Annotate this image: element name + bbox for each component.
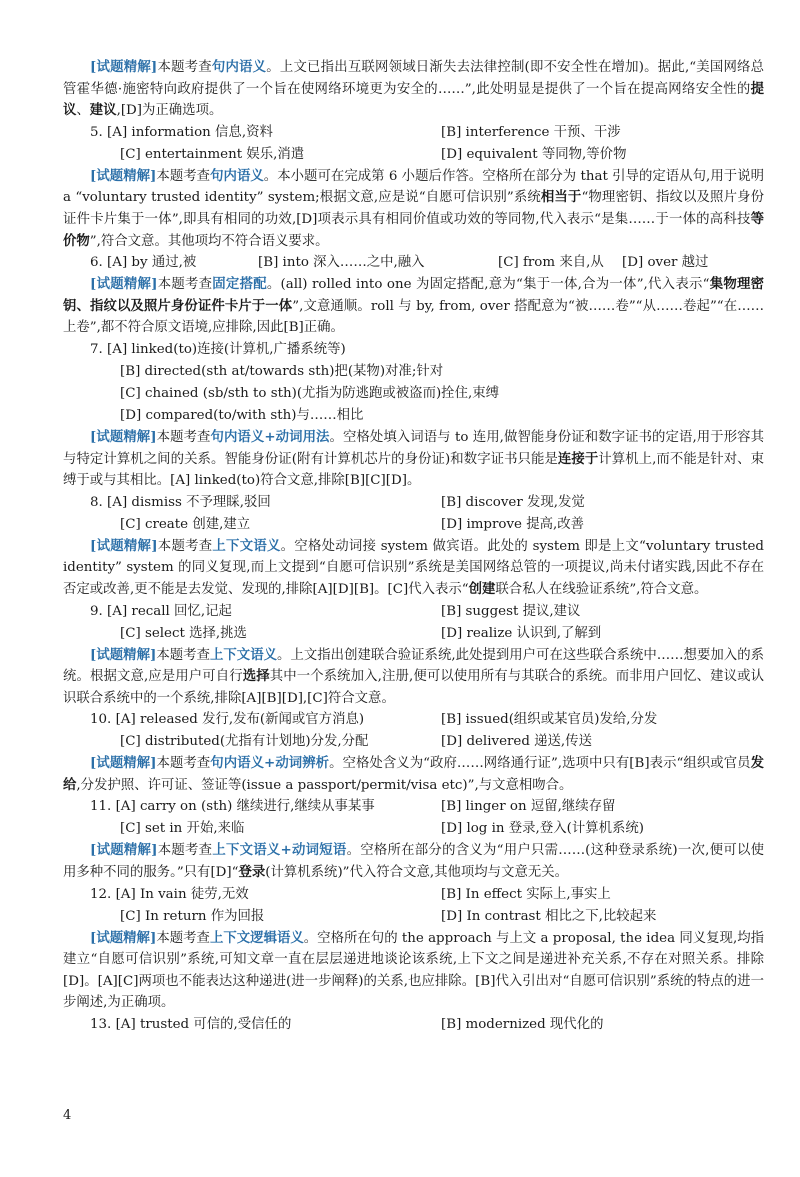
question-13-options xyxy=(63,1014,764,1036)
question-7-options xyxy=(63,339,764,427)
page-number: 4 xyxy=(63,1108,72,1123)
question-number: 7. xyxy=(90,341,103,357)
option-a: [A] trusted 可信的,受信任的 xyxy=(115,1017,292,1033)
question-11-options xyxy=(63,796,764,840)
explanation-tag: [试题精解] xyxy=(90,842,158,859)
question-12-options xyxy=(63,884,764,928)
option-b: [B] In effect 实际上,事实上 xyxy=(441,886,611,902)
option-a: [A] recall 回忆,记起 xyxy=(107,603,232,619)
question-number: 12. xyxy=(90,886,112,902)
explanation-tag: [试题精解] xyxy=(90,428,157,445)
option-c: [C] entertainment 娱乐,消遣 xyxy=(120,146,305,162)
option-b: [B] modernized 现代化的 xyxy=(441,1017,604,1033)
explanation-tag: [试题精解] xyxy=(90,537,158,554)
question-number: 11. xyxy=(90,799,112,815)
test-point: 句内语义+动词辨析 xyxy=(210,755,330,772)
explanation-tag: [试题精解] xyxy=(90,929,157,946)
test-point: 句内语义 xyxy=(210,167,264,184)
question-10-options xyxy=(63,709,764,753)
test-point: 上下文语义+动词短语 xyxy=(212,842,347,859)
question-8-options xyxy=(63,492,764,536)
option-d: [D] improve 提高,改善 xyxy=(441,516,585,532)
test-point: 上下文逻辑语义 xyxy=(209,929,304,946)
option-d: [D] realize 认识到,了解到 xyxy=(441,625,602,641)
option-c: [C] from 来自,从 xyxy=(498,255,604,271)
option-c: [C] chained (sb/sth to sth)(尤指为防逃跑或被盗而)拴住,束缚 xyxy=(120,385,500,401)
test-point: 上下文语义 xyxy=(212,537,281,554)
explanation-12: [试题精解]本题考查上下文逻辑语义。空格所在句的 the approach 与上文 a proposal, the idea 同义复现,均指建立“自愿可信识别”系统,可知文章一直在层层递进地谈论该系统,上下文之间是递进补充关系,不存在对照关系。排除[D]。[A][C]两项也不能表达这种递进(进一步阐释)的关系,也应排除。[B]代入引出对“自愿可信识别”系统的特点的进一步阐述,为正确项。 xyxy=(63,929,765,1011)
option-c: [C] set in 开始,来临 xyxy=(120,821,245,837)
option-d: [D] compared(to/with sth)与……相比 xyxy=(120,407,364,423)
option-a: [A] carry on (sth) 继续进行,继续从事某事 xyxy=(115,799,375,815)
explanation-tag: [试题精解] xyxy=(90,59,158,75)
option-d: [D] over 越过 xyxy=(622,255,709,271)
question-5-options xyxy=(63,122,764,166)
option-a: [A] linked(to)连接(计算机,广播系统等) xyxy=(107,341,346,357)
test-point: 上下文语义 xyxy=(209,646,278,663)
explanation-7: [试题精解]本题考查句内语义+动词用法。空格处填入词语与 to 连用,做智能身份证和数字证书的定语,用于形容其与特定计算机之间的关系。智能身份证(附有计算机芯片的身份证)和数字证书只能是连接于计算机上,而不能是针对、束缚于或与其相比。[A] linked(to)符合文意,排除[B][C][D]。 xyxy=(63,428,765,489)
option-a: [A] information 信息,资料 xyxy=(107,124,273,140)
explanation-5: [试题精解]本题考查句内语义。本小题可在完成第 6 小题后作答。空格所在部分为 that 引导的定语从句,用于说明 a “voluntary trusted identity” system;根据文意,应是说“自愿可信识别”系统相当于“物理密钥、指纹以及照片身份证件卡片集于一体”,即具有相同的功效,[D]项表示具有相同价值或功效的等同物,代入表示“是集……于一体的高科技等价物”,符合文意。其他项均不符合语义要求。 xyxy=(63,167,765,249)
option-b: [B] issued(组织或某官员)发给,分发 xyxy=(441,712,658,728)
test-point: 句内语义 xyxy=(211,59,267,75)
option-c: [C] create 创建,建立 xyxy=(120,516,251,532)
option-b: [B] directed(sth at/towards sth)把(某物)对准;针对 xyxy=(120,363,444,379)
explanation-tag: [试题精解] xyxy=(90,755,157,772)
option-b: [B] suggest 提议,建议 xyxy=(441,603,581,619)
question-number: 10. xyxy=(90,712,112,728)
question-6-options xyxy=(63,252,764,274)
question-number: 6. xyxy=(90,255,103,271)
option-d: [D] equivalent 等同物,等价物 xyxy=(441,146,627,162)
explanation-4: [试题精解]本题考查句内语义。上文已指出互联网领域日渐失去法律控制(即不安全性在增加)。据此,“美国网络总管霍华德·施密特向政府提供了一个旨在使网络环境更为安全的……”,此处明显是提供了一个旨在提高网络安全性的提议、建议,[D]为正确选项。 xyxy=(63,59,765,119)
option-b: [B] discover 发现,发觉 xyxy=(441,494,585,510)
option-a: [A] dismiss 不予理睬,驳回 xyxy=(107,494,271,510)
explanation-tag: [试题精解] xyxy=(90,276,158,293)
option-c: [C] select 选择,挑选 xyxy=(120,625,247,641)
explanation-tag: [试题精解] xyxy=(90,167,157,184)
option-b: [B] linger on 逗留,继续存留 xyxy=(441,799,616,815)
question-number: 5. xyxy=(90,124,103,140)
option-b: [B] interference 干预、干涉 xyxy=(441,124,621,140)
option-c: [C] In return 作为回报 xyxy=(120,908,265,924)
option-c: [C] distributed(尤指有计划地)分发,分配 xyxy=(120,734,369,750)
option-a: [A] released 发行,发布(新闻或官方消息) xyxy=(115,712,365,728)
explanation-6: [试题精解]本题考查固定搭配。(all) rolled into one 为固定搭配,意为“集于一体,合为一体”,代入表示“集物理密钥、指纹以及照片身份证件卡片于一体”,文意通顺。roll 与 by, from, over 搭配意为“被……卷”“从……卷起”“在……上卷”,都不符合原文语境,应排除,因此[B]正确。 xyxy=(63,276,765,336)
explanation-8: [试题精解]本题考查上下文语义。空格处动词接 system 做宾语。此处的 system 即是上文“voluntary trusted identity” system 的同义复现,而上文提到“自愿可信识别”系统是美国网络总管的一项提议,尚未付诸实践,因此不存在否定或改善,更不能是去发觉、发现的,排除[A][D][B]。[C]代入表示“创建联合私人在线验证系统”,符合文意。 xyxy=(63,537,765,597)
option-d: [D] log in 登录,登入(计算机系统) xyxy=(441,821,644,837)
option-d: [D] In contrast 相比之下,比较起来 xyxy=(441,908,657,924)
question-number: 8. xyxy=(90,494,103,510)
explanation-tag: [试题精解] xyxy=(90,646,157,663)
option-d: [D] delivered 递送,传送 xyxy=(441,734,592,750)
option-b: [B] into 深入……之中,融入 xyxy=(258,255,425,271)
answer-explanations xyxy=(63,57,764,1036)
explanation-11: [试题精解]本题考查上下文语义+动词短语。空格所在部分的含义为“用户只需……(这种登录系统)一次,便可以使用多种不同的服务。”只有[D]“登录(计算机系统)”代入符合文意,其他项均与文意无关。 xyxy=(63,842,764,881)
question-number: 13. xyxy=(90,1017,112,1033)
option-a: [A] In vain 徒劳,无效 xyxy=(115,886,249,902)
test-point: 固定搭配 xyxy=(212,276,267,293)
explanation-9: [试题精解]本题考查上下文语义。上文指出创建联合验证系统,此处提到用户可在这些联合系统中……想要加入的系统。根据文意,应是用户可自行选择其中一个系统加入,注册,便可以使用所有与其联合的系统。而非用户回忆、建议或认识联合系统中的一个系统,排除[A][B][D],[C]符合文意。 xyxy=(63,646,764,706)
option-a: [A] by 通过,被 xyxy=(107,255,197,271)
explanation-10: [试题精解]本题考查句内语义+动词辨析。空格处含义为“政府……网络通行证”,选项中只有[B]表示“组织或官员发给,分发护照、许可证、签证等(issue a passport/permit/visa etc)”,与文意相吻合。 xyxy=(63,755,764,793)
question-9-options xyxy=(63,601,764,645)
question-number: 9. xyxy=(90,603,103,619)
test-point: 句内语义+动词用法 xyxy=(210,428,330,445)
